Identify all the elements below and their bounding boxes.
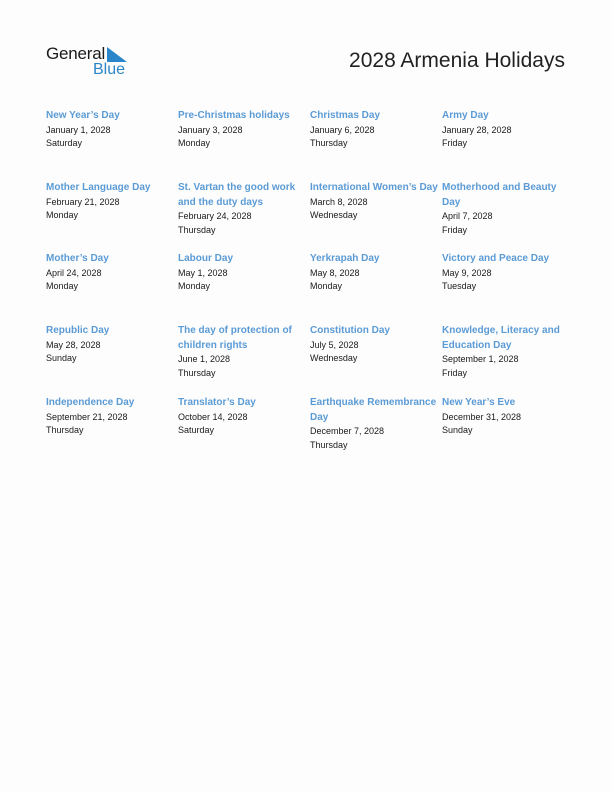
holiday-entry (46, 396, 178, 468)
holiday-weekday: Thursday (46, 425, 84, 435)
holiday-name: Mother Language Day (46, 182, 151, 193)
logo-blue-text: Blue (93, 61, 126, 78)
holiday-entry (442, 396, 576, 468)
holiday-name: Republic Day (46, 325, 110, 336)
holiday-entry (310, 324, 442, 396)
holiday-weekday: Sunday (46, 353, 77, 363)
holiday-date: January 28, 2028 (442, 124, 512, 135)
holiday-entry (310, 252, 442, 324)
holiday-weekday: Wednesday (310, 353, 358, 363)
holiday-name: Pre-Christmas holidays (178, 110, 290, 121)
holiday-entry (178, 181, 310, 252)
holiday-name: Motherhood and Beauty Day (442, 182, 557, 208)
holiday-entry (46, 181, 178, 252)
holiday-name: Knowledge, Literacy and Education Day (442, 325, 560, 351)
generalblue-logo (46, 44, 136, 80)
holiday-entry (178, 252, 310, 324)
holiday-name: Christmas Day (310, 110, 381, 121)
holiday-grid (46, 109, 576, 468)
holiday-date: December 7, 2028 (310, 426, 385, 436)
holiday-date: May 9, 2028 (442, 267, 492, 278)
holiday-date: October 14, 2028 (178, 411, 248, 422)
holiday-date: February 21, 2028 (46, 196, 120, 207)
holiday-weekday: Monday (178, 138, 211, 148)
holiday-name: Yerkrapah Day (310, 253, 380, 264)
holiday-entry (178, 109, 310, 181)
page-title: 2028 Armenia Holidays (349, 49, 565, 72)
holiday-weekday: Saturday (46, 138, 83, 148)
holiday-name: Constitution Day (310, 325, 390, 336)
holiday-name: Victory and Peace Day (442, 253, 550, 264)
holiday-weekday: Monday (310, 281, 343, 291)
holiday-date: January 3, 2028 (178, 124, 243, 135)
holiday-weekday: Thursday (310, 439, 348, 450)
holiday-weekday: Friday (442, 367, 468, 378)
holiday-date: September 1, 2028 (442, 354, 519, 364)
holiday-entry (442, 109, 576, 181)
holiday-date: September 21, 2028 (46, 411, 128, 422)
holiday-name: International Women’s Day (310, 182, 438, 193)
holiday-weekday: Thursday (178, 224, 216, 235)
holiday-date: December 31, 2028 (442, 411, 522, 422)
holiday-date: May 1, 2028 (178, 267, 228, 278)
holiday-weekday: Tuesday (442, 281, 477, 291)
holiday-entry (46, 109, 178, 181)
holiday-name: Labour Day (178, 253, 234, 264)
holiday-date: January 6, 2028 (310, 124, 375, 135)
holiday-entry (46, 324, 178, 396)
holiday-name: New Year’s Day (46, 110, 120, 121)
holiday-weekday: Thursday (310, 138, 348, 148)
holiday-date: May 8, 2028 (310, 267, 360, 278)
holiday-weekday: Friday (442, 138, 468, 148)
logo-flag-icon (107, 47, 127, 62)
holiday-entry (178, 396, 310, 468)
holiday-entry (310, 396, 442, 468)
holiday-weekday: Saturday (178, 425, 215, 435)
holiday-entry (442, 324, 576, 396)
holiday-name: St. Vartan the good work and the duty days (178, 182, 296, 208)
holiday-date: January 1, 2028 (46, 124, 111, 135)
holiday-entry (310, 181, 442, 252)
holiday-name: Independence Day (46, 397, 135, 408)
holiday-weekday: Sunday (442, 425, 473, 435)
holiday-name: The day of protection of children rights (178, 325, 292, 351)
holiday-entry (310, 109, 442, 181)
holiday-date: February 24, 2028 (178, 211, 252, 221)
holiday-name: New Year’s Eve (442, 397, 516, 408)
holiday-name: Army Day (442, 110, 489, 121)
holiday-date: April 7, 2028 (442, 211, 493, 221)
holiday-weekday: Monday (46, 281, 79, 291)
logo-general-text: General (46, 44, 106, 63)
holiday-date: June 1, 2028 (178, 354, 231, 364)
holiday-weekday: Wednesday (310, 210, 358, 220)
holiday-date: May 28, 2028 (46, 339, 101, 350)
holiday-weekday: Monday (46, 210, 79, 220)
holiday-entry (46, 252, 178, 324)
holiday-entry (442, 181, 576, 252)
holiday-weekday: Friday (442, 224, 468, 235)
holiday-weekday: Monday (178, 281, 211, 291)
holiday-name: Translator’s Day (178, 397, 256, 408)
holiday-entry (442, 252, 576, 324)
holiday-name: Mother’s Day (46, 253, 109, 264)
holiday-date: March 8, 2028 (310, 196, 368, 207)
holiday-name: Earthquake Remembrance Day (310, 397, 437, 423)
holiday-date: April 24, 2028 (46, 267, 102, 278)
holiday-weekday: Thursday (178, 367, 216, 378)
holiday-date: July 5, 2028 (310, 339, 359, 350)
holiday-entry (178, 324, 310, 396)
